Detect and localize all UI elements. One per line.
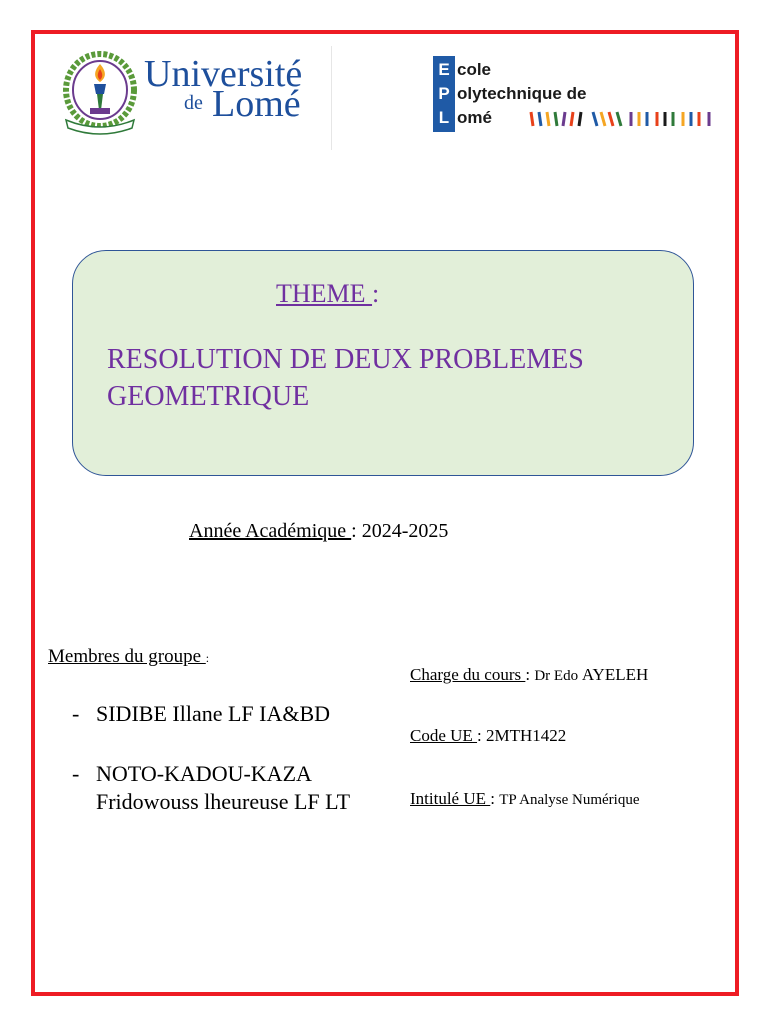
university-seal-icon (60, 50, 140, 136)
logo-divider (331, 46, 332, 150)
universite-logo-word3: Lomé (212, 83, 301, 125)
universite-de-lome-logo (60, 48, 330, 144)
academic-year-label: Année Académique (189, 520, 352, 542)
course-intitule-separator: : (490, 789, 500, 808)
course-intitule (410, 789, 640, 809)
epl-stripes-icon (527, 108, 717, 130)
members-heading (48, 646, 209, 668)
course-code-separator: : (477, 726, 487, 745)
theme-heading-colon: : (372, 279, 380, 308)
course-charge-title: Dr Edo (534, 668, 582, 684)
members-heading-colon: : (205, 651, 210, 665)
epl-word-ecole: cole (457, 60, 492, 79)
course-charge-label: Charge du cours (410, 665, 526, 684)
theme-heading (276, 279, 379, 309)
epl-letter-e: E (438, 60, 450, 79)
theme-heading-label: THEME (276, 279, 373, 308)
course-intitule-label: Intitulé UE (410, 789, 491, 808)
member-item (72, 700, 330, 728)
course-charge-name: AYELEH (581, 665, 649, 684)
member-item (72, 760, 350, 816)
member-dash: - (72, 701, 80, 726)
member-name-continued: Fridowouss lheureuse LF LT (96, 789, 351, 814)
member-name: NOTO-KADOU-KAZA (96, 761, 312, 786)
member-name: SIDIBE Illane LF IA&BD (96, 701, 331, 726)
theme-title-line2: GEOMETRIQUE (107, 381, 310, 412)
course-charge-separator: : (525, 665, 535, 684)
epl-letter-l: L (438, 108, 450, 127)
academic-year-value: 2024-2025 (361, 520, 449, 542)
theme-title-line1: RESOLUTION DE DEUX PROBLEMES (107, 344, 584, 375)
epl-word-polytechnique: olytechnique de (457, 84, 587, 103)
theme-title (107, 341, 667, 415)
universite-logo-word2: de (184, 92, 203, 114)
course-intitule-value: TP Analyse Numérique (499, 792, 640, 808)
academic-year-separator: : (351, 520, 362, 542)
epl-letter-p: P (438, 84, 450, 103)
epl-word-lome: omé (457, 108, 492, 127)
ecole-polytechnique-logo (433, 56, 718, 134)
academic-year (189, 520, 448, 543)
member-dash: - (72, 761, 80, 786)
course-code-value: 2MTH1422 (486, 726, 567, 745)
course-charge (410, 665, 648, 685)
course-code-label: Code UE (410, 726, 478, 745)
course-code (410, 726, 566, 746)
universite-logo-word1: Université (144, 53, 303, 95)
page-border (31, 30, 739, 996)
members-heading-label: Membres du groupe (48, 646, 206, 667)
theme-box (72, 250, 694, 476)
